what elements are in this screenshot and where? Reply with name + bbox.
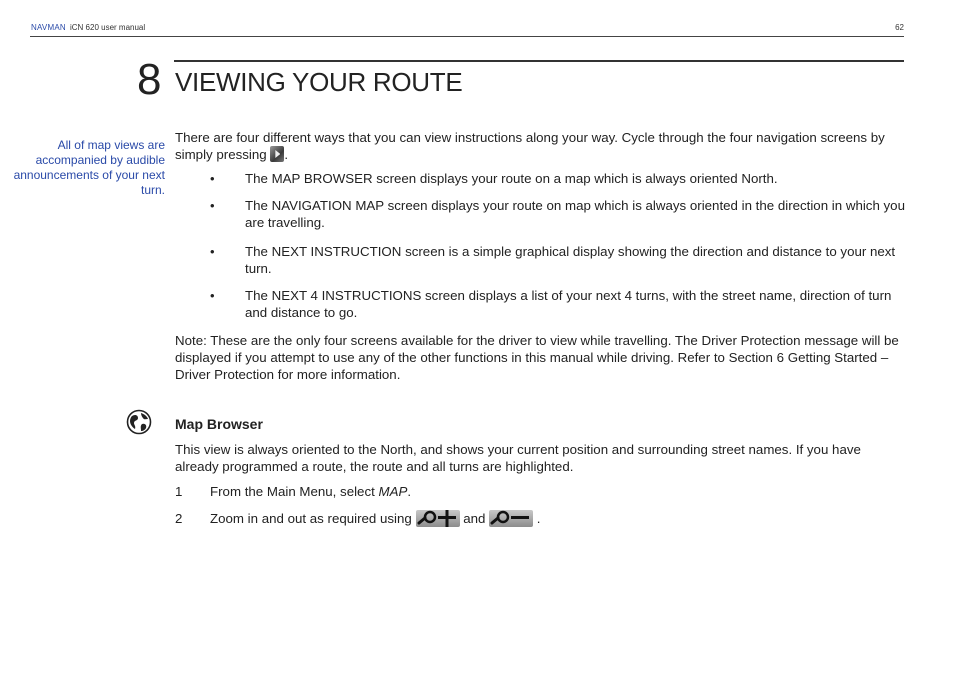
bullet-marker: • [210, 198, 215, 213]
header-divider [30, 36, 904, 37]
step-2-text: Zoom in and out as required using [210, 511, 412, 526]
step-number: 2 [175, 511, 183, 526]
driver-protection-note: Note: These are the only four screens available for the driver to view while travelling. The Driver Protection message will be displayed if you attempt to use any of the other functions in this manual while driving. Refer to Section 6 Getting Started – Driver Protection for more information. [175, 333, 899, 382]
bullet-marker: • [210, 171, 215, 186]
globe-icon [126, 409, 152, 435]
step-2-and: and [463, 511, 486, 526]
section-paragraph: This view is always oriented to the North, and shows your current position and surrounding street names. If you have already programmed a route, the route and all turns are highlighted. [175, 442, 861, 474]
header-brand: NAVMAN [31, 23, 66, 32]
header-manual-title: iCN 620 user manual [70, 23, 146, 32]
section-heading: Map Browser [175, 416, 263, 432]
chapter-title: VIEWING YOUR ROUTE [175, 67, 463, 97]
step-number: 1 [175, 484, 183, 499]
zoom-out-icon [489, 510, 533, 527]
intro-end: . [284, 147, 289, 162]
step-text [210, 510, 541, 527]
bullet-navigation-map: The NAVIGATION MAP screen displays your route on map which is always oriented in the direction in which you are travelling. [245, 198, 905, 230]
bullet-marker: • [210, 288, 215, 303]
step-2-end: . [536, 511, 541, 526]
chapter-divider [174, 60, 904, 62]
bullet-next-4-instructions: The NEXT 4 INSTRUCTIONS screen displays a list of your next 4 turns, with the street name, direction of turn and distance to go. [245, 288, 892, 320]
step-1-text: From the Main Menu, select [210, 484, 379, 499]
step-1-end: . [407, 484, 412, 499]
bullet-map-browser: The MAP BROWSER screen displays your route on a map which is always oriented North. [245, 171, 778, 186]
step-text [210, 483, 411, 500]
page-number: 62 [895, 23, 904, 32]
bullet-marker: • [210, 244, 215, 259]
page-button-icon [270, 146, 284, 162]
intro-paragraph [175, 129, 903, 163]
margin-note: All of map views are accompanied by audible announcements of your next turn. [13, 138, 165, 197]
zoom-in-icon [416, 510, 460, 527]
step-1-menu-item: MAP [378, 484, 408, 499]
bullet-next-instruction: The NEXT INSTRUCTION screen is a simple graphical display showing the direction and distance to your next turn. [245, 244, 896, 276]
intro-text: There are four different ways that you can view instructions along your way. Cycle through the four navigation screens by simply pressing [175, 130, 885, 162]
chapter-number: 8 [137, 55, 162, 104]
